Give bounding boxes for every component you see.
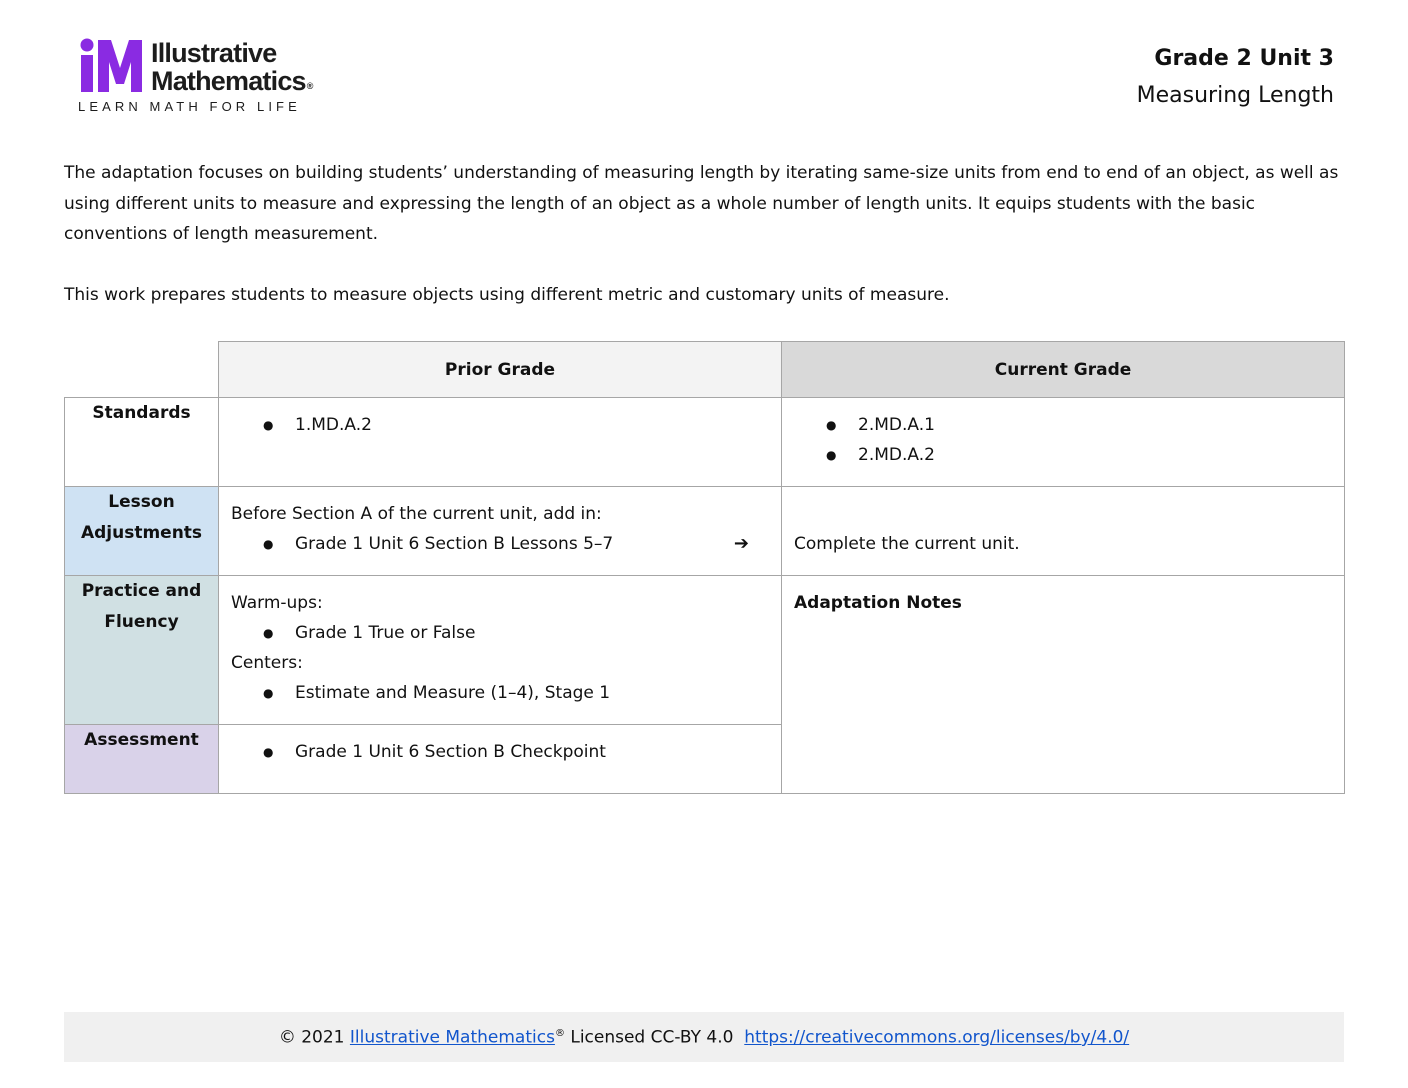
assessment-label: Assessment	[65, 725, 219, 794]
blank-corner-cell	[65, 342, 219, 398]
registered-mark: ®	[306, 81, 313, 91]
label-line: Adjustments	[80, 523, 203, 543]
current-lesson-cell	[782, 487, 1345, 576]
label-line: Fluency	[104, 612, 179, 632]
prior-lesson-cell	[219, 487, 782, 576]
logo-tagline: LEARN MATH FOR LIFE	[78, 99, 301, 114]
table-header-row	[65, 342, 1345, 398]
complete-unit-text: Complete the current unit.	[794, 534, 1020, 554]
standards-row	[65, 398, 1345, 487]
grade-unit-title: Grade 2 Unit 3	[1154, 46, 1334, 71]
license-url-link[interactable]: https://creativecommons.org/licenses/by/4.0/	[744, 1027, 1130, 1048]
list-item	[231, 529, 769, 559]
prepares-paragraph: This work prepares students to measure objects using different metric and customary units of measure.	[64, 285, 950, 305]
label-line: Lesson	[108, 492, 175, 512]
arrow-right-icon: ➔	[733, 533, 749, 554]
standards-label: Standards	[65, 398, 219, 487]
page-footer	[64, 1012, 1344, 1062]
lesson-adjustments-label	[65, 487, 219, 576]
unit-name: Measuring Length	[1136, 83, 1334, 108]
copyright-text: © 2021	[278, 1027, 345, 1048]
list-item: ● 2.MD.A.1	[794, 410, 1332, 440]
license-text: Licensed CC-BY 4.0	[570, 1027, 734, 1048]
logo-wordmark-line1: Illustrative	[151, 38, 277, 68]
list-item: ● Estimate and Measure (1–4), Stage 1	[231, 678, 769, 708]
prior-grade-header: Prior Grade	[219, 342, 782, 398]
adaptation-table	[64, 341, 1345, 794]
practice-fluency-row	[65, 576, 1345, 725]
centers-label: Centers:	[231, 653, 303, 673]
adaptation-notes-cell	[782, 576, 1345, 794]
prior-standards-cell	[219, 398, 782, 487]
label-line: Practice and	[81, 581, 202, 601]
list-item: ● 1.MD.A.2	[231, 410, 769, 440]
warmups-label: Warm-ups:	[231, 593, 323, 613]
current-grade-header: Current Grade	[782, 342, 1345, 398]
illustrative-mathematics-link[interactable]: Illustrative Mathematics	[349, 1027, 555, 1048]
im-logo[interactable]	[78, 38, 338, 118]
list-item-text: Grade 1 Unit 6 Section B Lessons 5–7	[295, 534, 614, 554]
intro-paragraph: The adaptation focuses on building students’ understanding of measuring length by iterating same-size units from end to end of an object, as well as using different units to measure and expressing the length of an object as a whole number of length units. It equips students with the basic conventions of length measurement.	[64, 163, 1339, 244]
list-item: ● 2.MD.A.2	[794, 440, 1332, 470]
lesson-adjustments-row	[65, 487, 1345, 576]
lesson-intro-text: Before Section A of the current unit, add in:	[231, 504, 602, 524]
list-item: ● Grade 1 True or False	[231, 618, 769, 648]
practice-fluency-label	[65, 576, 219, 725]
prior-assessment-cell	[219, 725, 782, 794]
adaptation-notes-heading: Adaptation Notes	[794, 593, 962, 613]
list-item: ● Grade 1 Unit 6 Section B Checkpoint	[231, 737, 769, 767]
page-header	[1137, 44, 1334, 114]
im-logo-mark-icon	[78, 38, 146, 94]
registered-mark: ®	[554, 1028, 565, 1039]
current-standards-cell	[782, 398, 1345, 487]
logo-wordmark-line2: Mathematics®	[151, 66, 313, 96]
prior-practice-cell	[219, 576, 782, 725]
